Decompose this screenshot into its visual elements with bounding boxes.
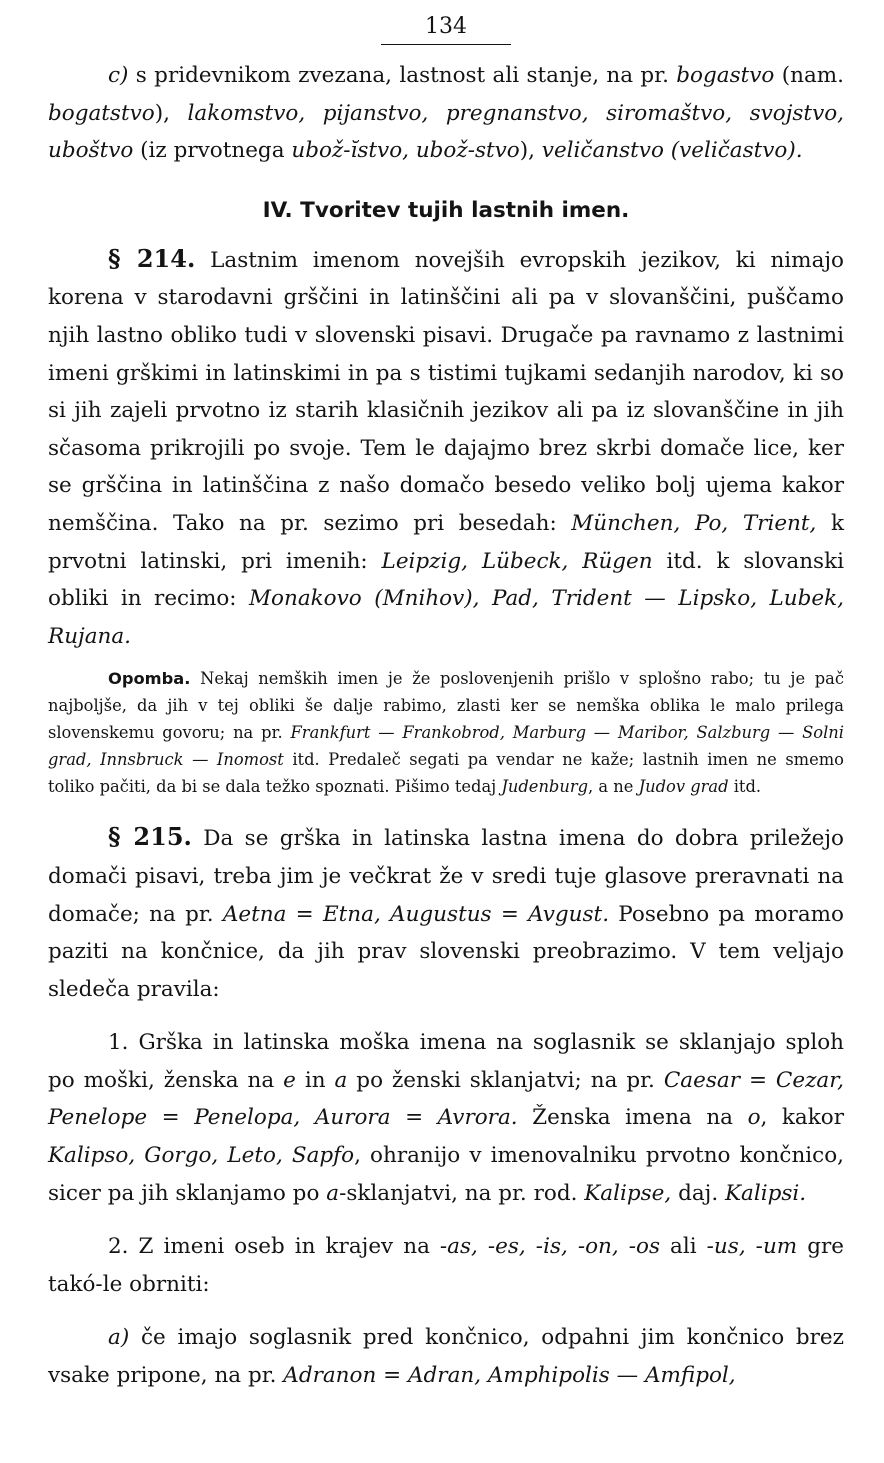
text-segment: če imajo soglasnik pred končnico, odpahni jim končnico brez vsake pripone, na pr. xyxy=(48,1325,844,1389)
text-segment: daj. xyxy=(671,1180,725,1206)
italic-text-segment: c) xyxy=(108,63,129,88)
paragraph-c xyxy=(48,57,844,170)
text-segment: , a ne xyxy=(588,777,639,797)
text-segment: ), xyxy=(154,100,188,126)
text-segment: Lastnim imenom novejših evropskih jezikov, ki nimajo korena v starodavni grščini in latinščini ali pa v slovanščini, puščamo njih lastno obliko tudi v slovenski pisavi. Drugače pa ravnamo z lastnimi imeni grškimi in latinskimi in pa s tistimi tujkami sedanjih narodov, ki so si jih zajeli prvotno iz starih klasičnih jezikov ali pa iz slovanščine in jih sčasoma prikrojili po svoje. Tem le dajajmo brez skrbi domače lice, ker se grščina in latinščina z našo domačo besedo veliko bolj ujema kakor nemščina. Tako na pr. sezimo pri besedah: xyxy=(48,247,845,536)
text-segment: in xyxy=(295,1067,335,1093)
italic-text-segment: Kalipse, xyxy=(584,1180,672,1206)
italic-text-segment: e xyxy=(283,1067,296,1093)
note-label: Opomba. xyxy=(108,669,191,689)
section-heading: IV. Tvoritev tujih lastnih imen. xyxy=(262,197,630,223)
italic-text-segment: lakomstvo, pijanstvo, pregnanstvo, siromaštvo, svojstvo, uboštvo xyxy=(48,100,844,164)
italic-text-segment: bogatstvo xyxy=(48,100,155,126)
text-segment: po ženski sklanjatvi; na pr. xyxy=(347,1067,664,1093)
text-segment: Da se grška in latinska lastna imena do dobra priležejo domači pisavi, treba jim je večkrat že v sredi tuje glasove preravnati na domače; na pr. xyxy=(48,826,845,927)
italic-text-segment: Adranon = Adran, Amphipolis — Amfipol, xyxy=(283,1363,736,1389)
italic-text-segment: -us, -um xyxy=(706,1234,798,1260)
rule-1-paragraph xyxy=(48,1024,844,1212)
note-paragraph xyxy=(48,665,844,800)
italic-text-segment: bogastvo xyxy=(676,63,775,88)
text-segment: k prvotni latinski, pri imenih: xyxy=(48,510,844,574)
rule-2a-paragraph xyxy=(48,1319,844,1394)
italic-text-segment: Caesar = Cezar, Penelope = Penelopa, Aurora = Avrora. xyxy=(48,1067,844,1131)
text-segment: Posebno pa moramo paziti na končnice, da jih prav slovenski preobrazimo. V tem veljajo sledeča pravila: xyxy=(48,901,844,1002)
header-rule xyxy=(381,44,511,45)
paragraph-214 xyxy=(48,240,844,656)
italic-text-segment: Monakovo (Mnihov), Pad, Trident — Lipsko, Lubek, Rujana. xyxy=(48,586,844,649)
text-segment: , kakor xyxy=(760,1105,845,1131)
italic-text-segment: a xyxy=(334,1067,348,1093)
text-segment: (iz prvotnega xyxy=(133,138,292,164)
italic-text-segment: Kalipsi. xyxy=(725,1180,807,1206)
paragraph-215 xyxy=(48,818,844,1008)
italic-text-segment: Frankfurt — Frankobrod, Marburg — Maribor, Salzburg — Solni grad, Innsbruck — Inomost xyxy=(48,723,844,770)
rule-2-paragraph xyxy=(48,1228,844,1303)
text-segment: Ženska imena na xyxy=(517,1105,748,1131)
italic-text-segment: -as, -es, -is, -on, -os xyxy=(439,1234,661,1260)
italic-text-segment: a) xyxy=(108,1325,130,1351)
italic-text-segment: Kalipso, Gorgo, Leto, Sapfo xyxy=(48,1143,355,1169)
italic-text-segment: ubož-ĭstvo, ubož-stvo xyxy=(291,138,520,164)
page-number: 134 xyxy=(425,14,467,39)
text-segment: -sklanjatvi, na pr. rod. xyxy=(339,1180,585,1206)
section-label-214: § 214. xyxy=(108,243,196,273)
paragraph-215-text xyxy=(48,826,844,1001)
italic-text-segment: Aetna = Etna, Augustus = Avgust. xyxy=(222,901,610,927)
text-segment: itd. xyxy=(728,777,762,797)
note-text xyxy=(48,669,844,796)
text-segment: itd. k slovanski obliki in recimo: xyxy=(48,548,844,612)
text-segment: s pridevnikom zvezana, lastnost ali stanje, na pr. xyxy=(128,63,677,88)
italic-text-segment: Judenburg xyxy=(501,777,589,797)
section-label-215: § 215. xyxy=(108,822,192,852)
text-segment: ali xyxy=(660,1234,707,1260)
text-segment: , ohranijo v imenovalniku prvotno končnico, sicer pa jih sklanjamo po xyxy=(48,1143,844,1206)
italic-text-segment: München, Po, Trient, xyxy=(571,510,817,536)
italic-text-segment: a xyxy=(326,1180,340,1206)
text-segment: 2. Z imeni oseb in krajev na xyxy=(108,1234,440,1260)
text-segment: (nam. xyxy=(774,63,844,88)
book-page xyxy=(48,10,844,1395)
paragraph-214-text xyxy=(48,248,844,649)
italic-text-segment: Judov grad xyxy=(638,777,729,797)
text-segment: Nekaj nemških imen je že poslovenjenih prišlo v splošno rabo; tu je pač najboljše, da jih v tej obliki še dalje rabimo, zlasti ker se nemška oblika le malo prilega slovenskemu govoru; na pr. xyxy=(48,669,844,743)
italic-text-segment: o xyxy=(747,1105,761,1131)
text-segment: gre takó-le obrniti: xyxy=(48,1234,844,1297)
text-segment: 1. Grška in latinska moška imena na soglasnik se sklanjajo sploh po moški, ženska na xyxy=(48,1030,844,1093)
text-segment: itd. Predaleč segati pa vendar ne kaže; lastnih imen ne smemo toliko pačiti, da bi se dala težko spoznati. Pišimo tedaj xyxy=(48,750,844,797)
italic-text-segment: Leipzig, Lübeck, Rügen xyxy=(381,548,653,574)
italic-text-segment: veličanstvo (veličastvo). xyxy=(541,138,803,164)
text-segment: ), xyxy=(519,138,542,164)
